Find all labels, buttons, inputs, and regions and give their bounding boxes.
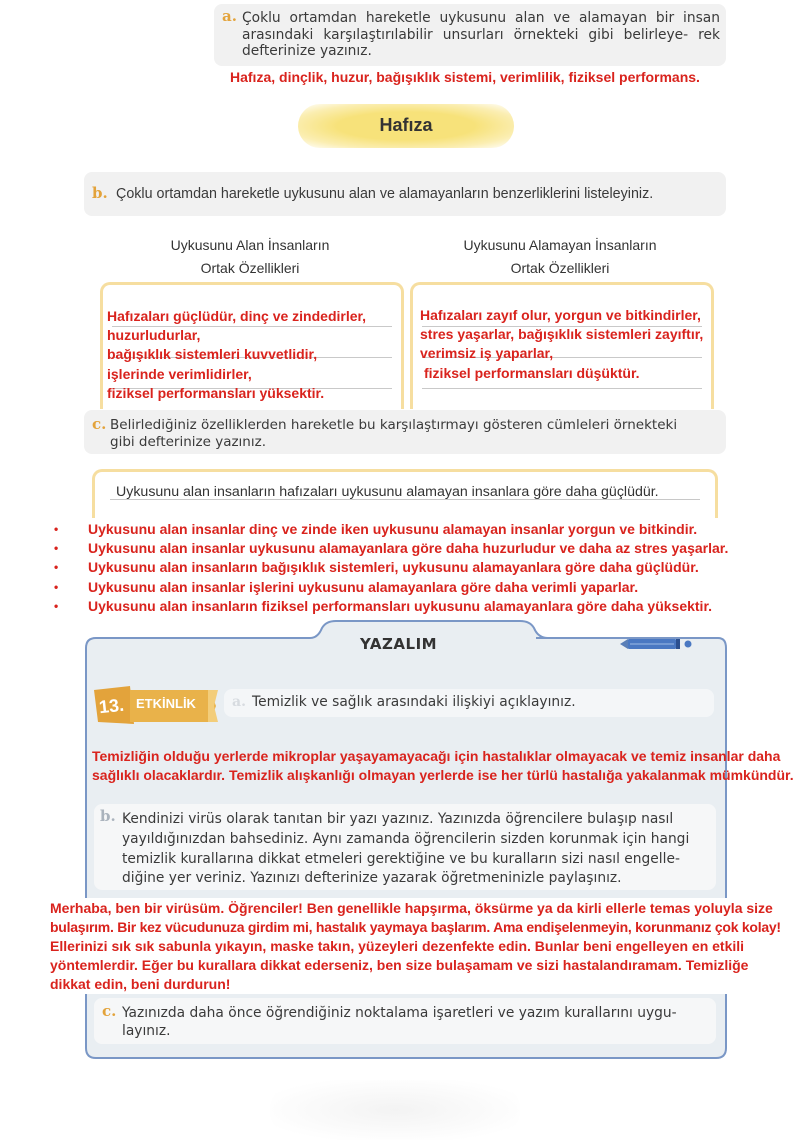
question-13a-letter: a. (232, 694, 246, 710)
answer-a: Hafıza, dinçlik, huzur, bağışıklık sistemi, verimlilik, fiziksel performans. (230, 69, 700, 85)
question-13c-box (94, 998, 716, 1044)
example-badge-text: Hafıza (379, 115, 433, 135)
question-13c-letter: c. (102, 1002, 117, 1020)
left-answer-1: Hafızaları güçlüdür, dinç ve zindedirler, (107, 308, 367, 324)
activity-label: ETKİNLİK (136, 696, 196, 711)
bullet-answer-4: • Uykusunu alan insanlar işlerini uykusunu alamayanlara göre daha verimli yaparlar. (50, 578, 728, 597)
question-c-line-2: gibi defterinize yazınız. (110, 434, 266, 450)
right-answer-4: fiziksel performansları düşüktür. (424, 365, 640, 381)
activity-number: 13. (97, 694, 125, 718)
question-a-text: Çoklu ortamdan hareketle uykusunu alan ve alamayan bir insan arasındaki karşılaştırılabilir unsurları örnekteki gibi belirleye- rek defterinize yazınız. (242, 10, 720, 59)
right-column-heading-1: Uykusunu Alamayan İnsanların (463, 237, 657, 253)
bullet-answer-2: • Uykusunu alan insanlar uykusunu alamayanlara göre daha huzurludur ve daha az stres yaşarlar. (50, 539, 728, 558)
bullet-answer-1: • Uykusunu alan insanlar dinç ve zinde iken uykusunu alamayan insanlar yorgun ve bitkindir. (50, 520, 728, 539)
answer-13b-line-1: Merhaba, ben bir virüsüm. Öğrenciler! Ben genellikle hapşırma, öksürme ya da kirli ellerle temas yoluyla size (50, 900, 773, 916)
right-column-heading-2: Ortak Özellikleri (510, 260, 610, 276)
bullet-answer-3: • Uykusunu alan insanların bağışıklık sistemleri, uykusunu alamayanlara göre daha güçlüdür. (50, 558, 728, 577)
question-13c-line-2: layınız. (122, 1023, 171, 1039)
question-a-letter: a. (222, 7, 237, 25)
footer-shadow (270, 1080, 520, 1140)
left-answer-5: fiziksel performansları yüksektir. (107, 385, 325, 401)
question-b-text: Çoklu ortamdan hareketle uykusunu alan ve alamayanların benzerliklerini listeleyiniz. (116, 186, 654, 202)
bullet-answer-5: • Uykusunu alan insanların fiziksel performansları uykusunu alamayanlara göre daha yüksektir. (50, 597, 728, 616)
right-answer-1: Hafızaları zayıf olur, yorgun ve bitkindirler, (420, 307, 701, 323)
answer-13b-line-3: Ellerinizi sık sık sabunla yıkayın, maske takın, yüzeyleri dezenfekte edin. Bunlar beni engelleyen en etkili (50, 938, 745, 954)
question-13c-line-1: Yazınızda daha önce öğrendiğiniz noktalama işaretleri ve yazım kurallarını uygu- (122, 1005, 677, 1021)
answer-13a-line-1: Temizliğin olduğu yerlerde mikroplar yaşayamayacağı için hastalıklar olmayacak ve temiz insanlar daha (92, 748, 781, 764)
question-13b-letter: b. (100, 807, 116, 825)
question-13b-line-4: diğine yer veriniz. Yazınızı defterinize yazarak öğretmeninizle paylaşınız. (122, 870, 622, 886)
answer-13b-line-2: bulaşırım. Bir kez vücudunuza girdim mi, hastalık yaymaya başlarım. Ama endişelenmeyin, korunmanız çok kolay! (50, 919, 781, 935)
left-answer-2: huzurludurlar, (107, 327, 201, 343)
question-13a-text: Temizlik ve sağlık arasındaki ilişkiyi açıklayınız. (252, 694, 576, 710)
question-13a-box (224, 689, 714, 717)
left-column-heading-1: Uykusunu Alan İnsanların (170, 237, 330, 253)
question-13b-line-1: Kendinizi virüs olarak tanıtan bir yazı yazınız. Yazınızda öğrencilere bulaşıp nasıl (122, 811, 674, 827)
left-answer-4: işlerinde verimlidirler, (107, 366, 252, 382)
writing-title: YAZALIM (360, 635, 438, 653)
question-13b-line-3: temizlik kurallarına dikkat etmeleri gerektiğine ve bu kuralların sizi nasıl engelle- (122, 851, 680, 867)
question-13b-line-2: yayıldığınızdan bahsediniz. Aynı zamanda öğrencilerin sizden korunmak için hangi (122, 831, 690, 847)
activity-badge (90, 684, 220, 726)
answer-13b-line-5: dikkat edin, beni durdurun! (50, 976, 231, 992)
answer-13a-line-2: sağlıklı olacaklardır. Temizlik alışkanlığı olmayan yerlerde ise her türlü hastalığa yakalanmak mümkündür. (92, 767, 794, 783)
question-c-letter: c. (92, 415, 107, 433)
right-answer-2: stres yaşarlar, bağışıklık sistemleri zayıftır, (420, 326, 704, 342)
left-answer-3: bağışıklık sistemleri kuvvetlidir, (107, 346, 318, 362)
answer-13b-line-4: yöntemlerdir. Eğer bu kurallara dikkat ederseniz, ben size bulaşamam ve sizi hastalandıramam. Temizliğe (50, 957, 749, 973)
question-b-letter: b. (92, 184, 108, 202)
right-answer-3: verimsiz iş yaparlar, (420, 345, 554, 361)
left-column-heading-2: Ortak Özellikleri (200, 260, 300, 276)
question-13b-box (94, 804, 716, 890)
question-c-line-1: Belirlediğiniz özelliklerden hareketle bu karşılaştırmayı gösteren cümleleri örnekteki (110, 417, 678, 433)
pencil-icon (618, 635, 692, 647)
example-sentence: Uykusunu alan insanların hafızaları uykusunu alamayan insanlara göre daha güçlüdür. (116, 484, 659, 500)
